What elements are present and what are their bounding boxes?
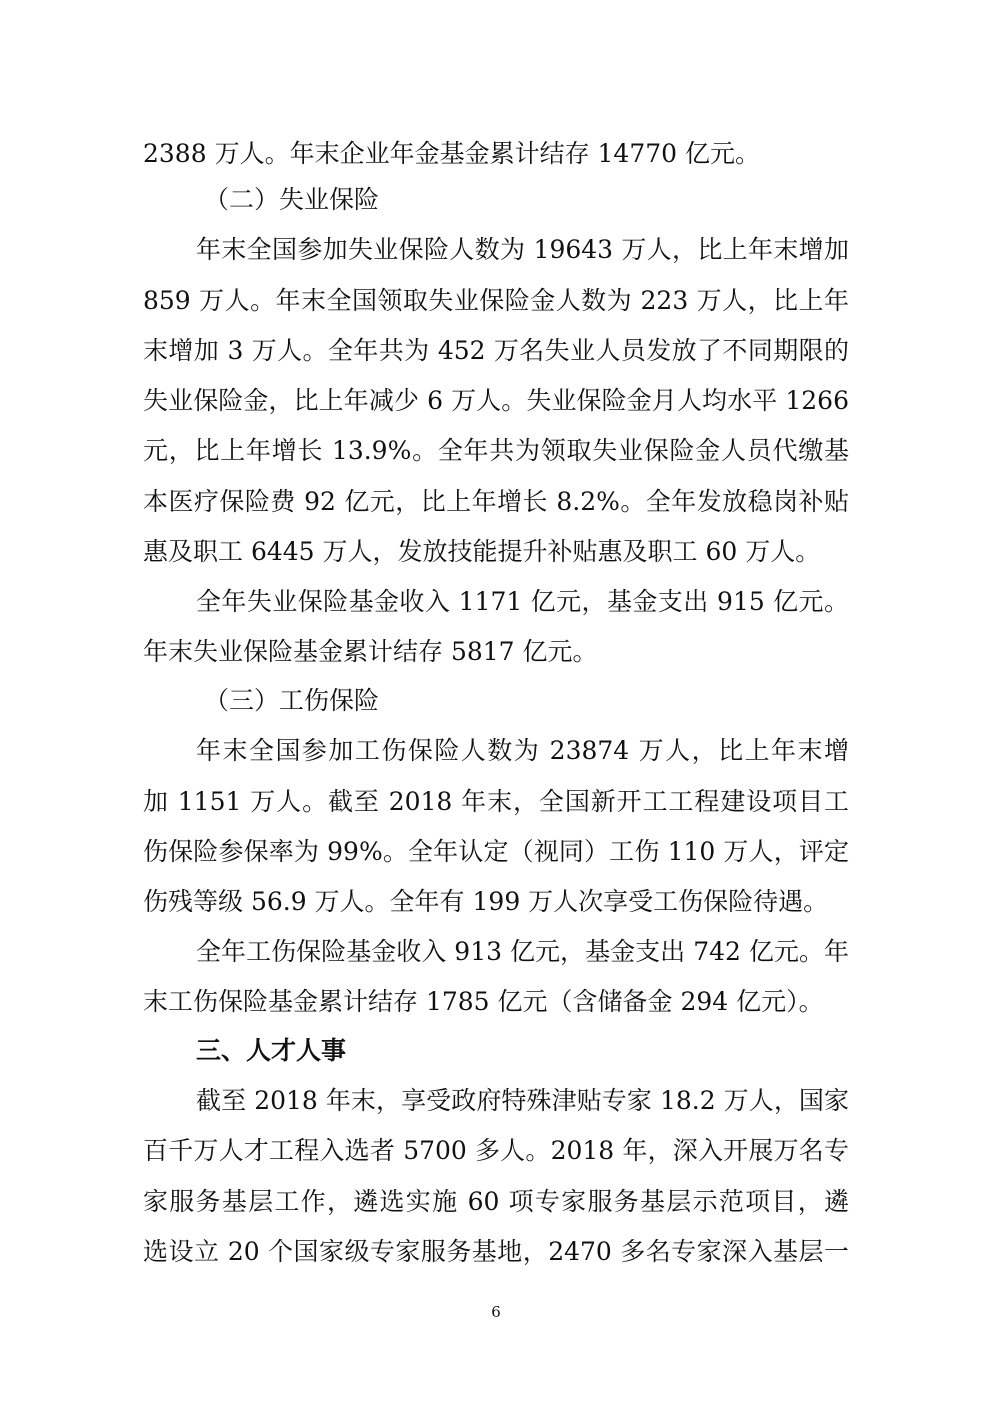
text-line: 伤保险参保率为 99%。全年认定（视同）工伤 110 万人，评定 — [143, 837, 849, 866]
text-line: 全年工伤保险基金收入 913 亿元，基金支出 742 亿元。年 — [196, 937, 849, 966]
text-line: 惠及职工 6445 万人，发放技能提升补贴惠及职工 60 万人。 — [143, 537, 821, 566]
text-line: 截至 2018 年末，享受政府特殊津贴专家 18.2 万人，国家 — [196, 1086, 849, 1115]
text-line: 年末失业保险基金累计结存 5817 亿元。 — [143, 637, 598, 666]
text-line: 末工伤保险基金累计结存 1785 亿元（含储备金 294 亿元）。 — [143, 987, 824, 1016]
text-line: 全年失业保险基金收入 1171 亿元，基金支出 915 亿元。 — [196, 587, 849, 616]
text-line: 2388 万人。年末企业年金基金累计结存 14770 亿元。 — [143, 139, 760, 168]
text-line: 年末全国参加工伤保险人数为 23874 万人，比上年末增 — [196, 736, 849, 765]
text-line: 元，比上年增长 13.9%。全年共为领取失业保险金人员代缴基 — [143, 436, 849, 465]
text-line: 末增加 3 万人。全年共为 452 万名失业人员发放了不同期限的 — [143, 336, 849, 365]
section-heading-talent: 三、人才人事 — [196, 1036, 347, 1065]
text-line: 伤残等级 56.9 万人。全年有 199 万人次享受工伤保险待遇。 — [143, 887, 829, 916]
section-heading-unemployment: （二）失业保险 — [204, 185, 380, 214]
text-line: 859 万人。年末全国领取失业保险金人数为 223 万人，比上年 — [143, 286, 849, 315]
text-line: 选设立 20 个国家级专家服务基地，2470 多名专家深入基层一 — [143, 1237, 849, 1266]
text-line: 失业保险金，比上年减少 6 万人。失业保险金月人均水平 1266 — [143, 386, 849, 415]
page-number: 6 — [491, 1303, 501, 1321]
text-line: 百千万人才工程入选者 5700 多人。2018 年，深入开展万名专 — [143, 1136, 849, 1165]
text-line: 本医疗保险费 92 亿元，比上年增长 8.2%。全年发放稳岗补贴 — [143, 487, 849, 516]
text-line: 加 1151 万人。截至 2018 年末，全国新开工工程建设项目工 — [143, 787, 849, 816]
text-line: 家服务基层工作，遴选实施 60 项专家服务基层示范项目，遴 — [143, 1187, 849, 1216]
text-line: 年末全国参加失业保险人数为 19643 万人，比上年末增加 — [196, 235, 849, 264]
section-heading-injury: （三）工伤保险 — [204, 686, 380, 715]
